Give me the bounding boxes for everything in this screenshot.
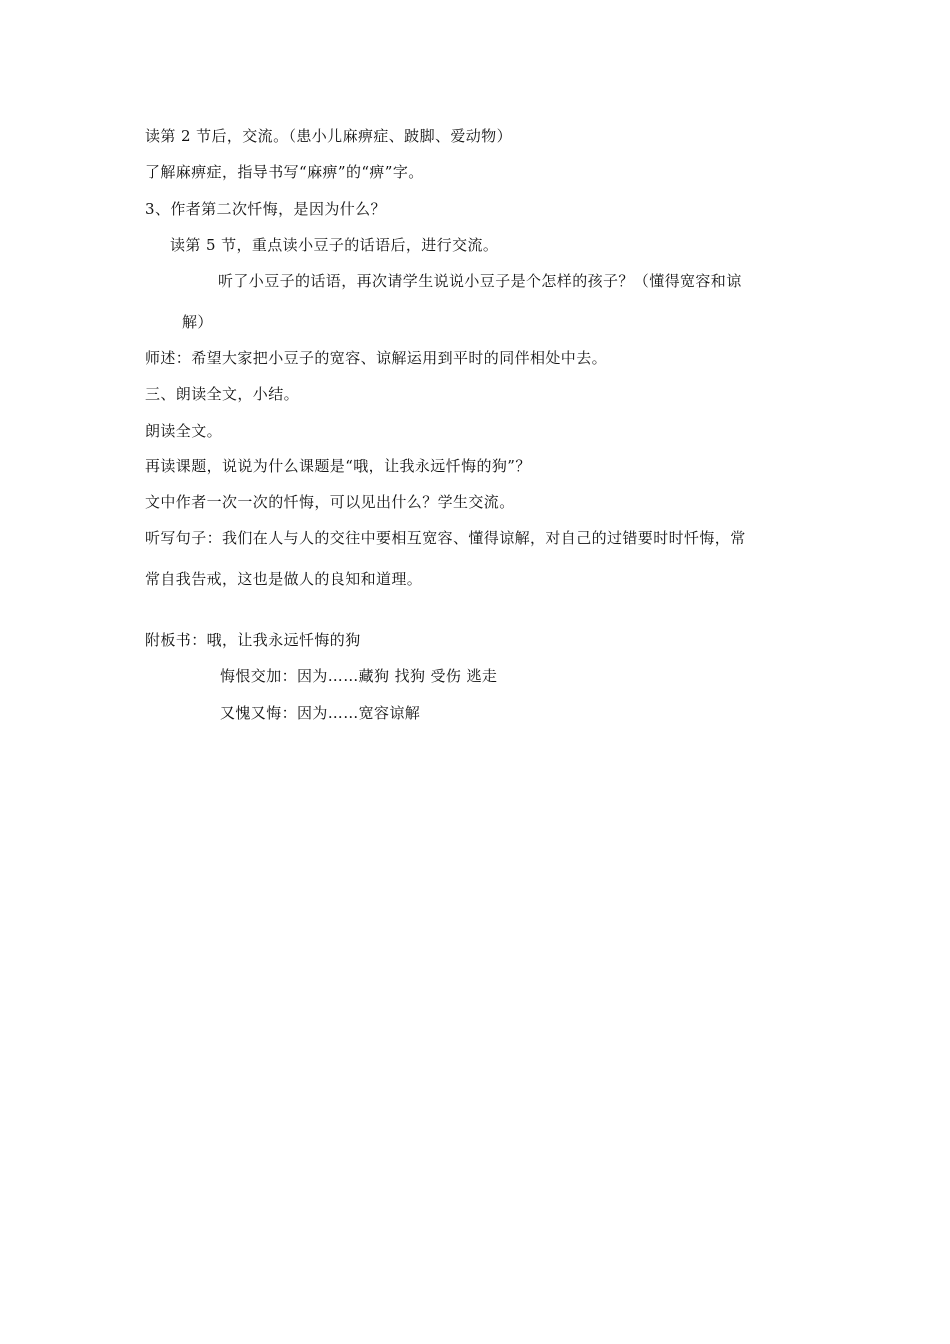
text-line-reread-title: 再读课题，说说为什么课题是“哦，让我永远忏悔的狗”？ — [145, 457, 531, 475]
text-line-teacher-remark: 师述：希望大家把小豆子的宽容、谅解运用到平时的同伴相处中去。 — [145, 349, 608, 367]
text-line-reading-section-5: 读第 5 节，重点读小豆子的话语后，进行交流。 — [170, 236, 499, 254]
text-line-read-full-text: 朗读全文。 — [145, 422, 223, 440]
text-line-dictation-cont: 常自我告戒，这也是做人的良知和道理。 — [145, 570, 423, 588]
text-line-xiaodouzi-question: 听了小豆子的话语，再次请学生说说小豆子是个怎样的孩子？（懂得宽容和谅 — [218, 272, 742, 290]
text-line-repentance-meaning: 文中作者一次一次的忏悔，可以见出什么？学生交流。 — [145, 493, 515, 511]
text-line-second-repentance-question: 3、作者第二次忏悔，是因为什么？ — [145, 200, 386, 218]
text-line-xiaodouzi-question-cont: 解） — [182, 313, 213, 331]
text-line-dictation: 听写句子：我们在人与人的交往中要相互宽容、懂得谅解，对自己的过错要时时忏悔，常 — [145, 529, 746, 547]
section-heading-read-summary: 三、朗读全文，小结。 — [145, 385, 300, 403]
board-writing-row-remorse: 又愧又悔：因为……宽容谅解 — [220, 704, 421, 722]
board-writing-row-regret: 悔恨交加：因为……藏狗 找狗 受伤 逃走 — [220, 667, 498, 685]
board-writing-title: 附板书：哦，让我永远忏悔的狗 — [145, 631, 361, 649]
text-line-polio-writing: 了解麻痹症，指导书写“麻痹”的“痹”字。 — [145, 163, 424, 181]
text-line-reading-section-2: 读第 2 节后，交流。（患小儿麻痹症、跛脚、爱动物） — [145, 127, 512, 145]
